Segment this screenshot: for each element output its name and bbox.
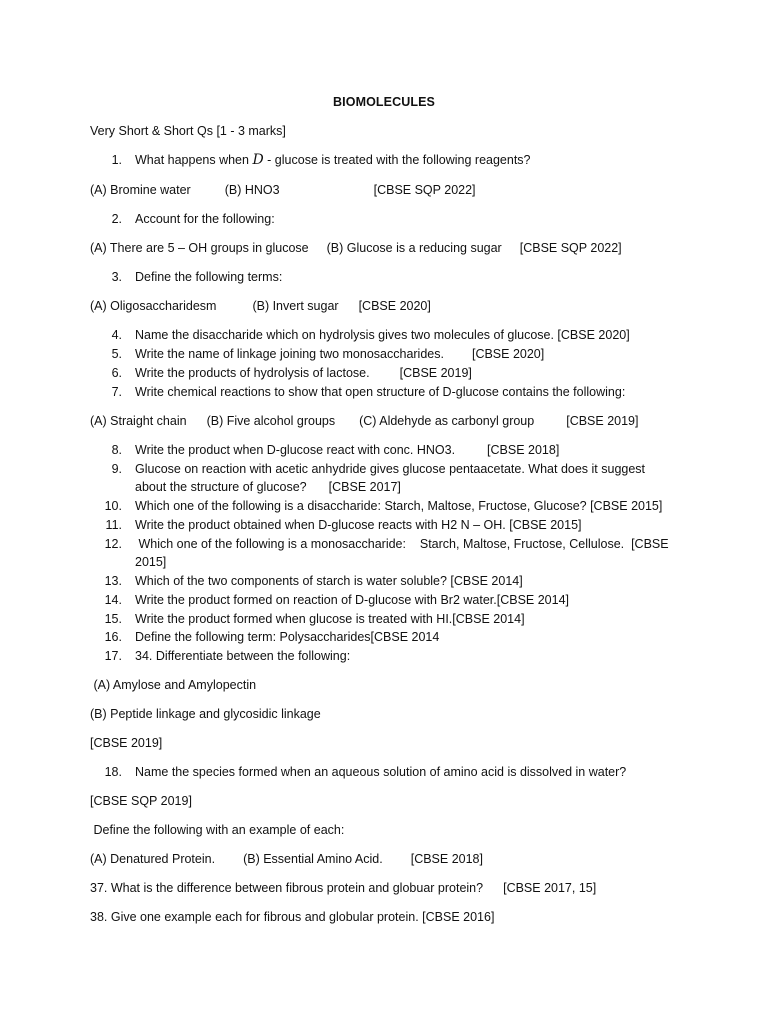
question-number: 11. xyxy=(105,518,122,532)
option-a: (A) Straight chain xyxy=(90,414,187,428)
question-text-part: What happens when xyxy=(135,153,249,167)
variable-d: D xyxy=(252,152,264,168)
option-b: (B) Five alcohol groups xyxy=(206,414,336,428)
question-text-part: Write the products of hydrolysis of lactose. xyxy=(135,366,370,380)
reference: [CBSE 2020] xyxy=(358,299,431,313)
question-number: 1. xyxy=(111,153,122,167)
question-text: Write the product formed when glucose is treated with HI.[CBSE 2014] xyxy=(135,612,525,626)
question-text: Write the product obtained when D-glucose reacts with H2 N – OH. [CBSE 2015] xyxy=(135,518,582,532)
question-2-options xyxy=(90,239,622,258)
question-17-option-b: (B) Peptide linkage and glycosidic linkage xyxy=(90,707,321,721)
option-b: (B) Essential Amino Acid. xyxy=(243,852,383,866)
question-3-options xyxy=(90,297,431,316)
reference: [CBSE SQP 2022] xyxy=(519,241,622,255)
option-a: (A) Oligosaccharidesm xyxy=(90,299,217,313)
option-a: (A) Denatured Protein. xyxy=(90,852,216,866)
question-number: 18. xyxy=(104,765,122,779)
question-text-part: about the structure of glucose? xyxy=(135,480,307,494)
question-text: 37. What is the difference between fibrous protein and globuar protein? xyxy=(90,881,484,895)
question-1-options xyxy=(90,181,476,200)
option-b: (B) HNO3 xyxy=(224,183,280,197)
option-a: (A) Bromine water xyxy=(90,183,191,197)
section-heading: Very Short & Short Qs [1 - 3 marks] xyxy=(90,124,286,138)
question-text xyxy=(135,364,675,383)
reference: [CBSE SQP 2022] xyxy=(373,183,476,197)
option-c: (C) Aldehyde as carbonyl group xyxy=(359,414,535,428)
question-number: 9. xyxy=(111,462,122,476)
question-text-part: Write the product when D-glucose react with conc. HNO3. xyxy=(135,443,456,457)
question-text: Which of the two components of starch is water soluble? [CBSE 2014] xyxy=(135,574,523,588)
question-number: 16. xyxy=(104,630,122,644)
question-number: 14. xyxy=(104,593,122,607)
question-7-options xyxy=(90,412,638,431)
option-b: (B) Glucose is a reducing sugar xyxy=(326,241,502,255)
question-38: 38. Give one example each for fibrous and globular protein. [CBSE 2016] xyxy=(90,910,495,924)
question-text xyxy=(135,478,675,497)
question-text: Which one of the following is a monosaccharide: Starch, Maltose, Fructose, Cellulose. [CBSE xyxy=(135,537,669,551)
question-number: 2. xyxy=(111,212,122,226)
reference: [CBSE 2018] xyxy=(487,443,560,457)
question-text xyxy=(135,345,675,364)
question-text: 34. Differentiate between the following: xyxy=(135,649,351,663)
option-a: (A) There are 5 – OH groups in glucose xyxy=(90,241,309,255)
question-17-reference: [CBSE 2019] xyxy=(90,736,163,750)
question-text xyxy=(135,151,675,170)
question-text: 2015] xyxy=(135,555,167,569)
reference: [CBSE 2019] xyxy=(399,366,472,380)
question-text: Write chemical reactions to show that open structure of D-glucose contains the following: xyxy=(135,385,626,399)
question-text-part: - glucose is treated with the following reagents? xyxy=(267,153,531,167)
question-text: Define the following terms: xyxy=(135,270,283,284)
question-number: 7. xyxy=(111,385,122,399)
reference: [CBSE 2018] xyxy=(410,852,483,866)
question-number: 13. xyxy=(104,574,122,588)
question-number: 8. xyxy=(111,443,122,457)
question-number: 4. xyxy=(111,328,122,342)
question-text: Write the product formed on reaction of D-glucose with Br2 water.[CBSE 2014] xyxy=(135,593,570,607)
question-number: 12. xyxy=(104,537,122,551)
document-title: BIOMOLECULES xyxy=(333,95,435,109)
question-number: 5. xyxy=(111,347,122,361)
question-text: Which one of the following is a disaccharide: Starch, Maltose, Fructose, Glucose? [CBSE 2015] xyxy=(135,499,663,513)
reference: [CBSE 2019] xyxy=(566,414,639,428)
define-heading: Define the following with an example of each: xyxy=(90,823,345,837)
define-options xyxy=(90,850,483,869)
question-text: Account for the following: xyxy=(135,212,275,226)
question-37 xyxy=(90,879,596,898)
question-number: 10. xyxy=(104,499,122,513)
question-text: Name the species formed when an aqueous solution of amino acid is dissolved in water? xyxy=(135,765,627,779)
question-number: 15. xyxy=(104,612,122,626)
question-17-option-a: (A) Amylose and Amylopectin xyxy=(90,678,257,692)
question-text: Glucose on reaction with acetic anhydride gives glucose pentaacetate. What does it suggest xyxy=(135,462,646,476)
question-text: Define the following term: Polysaccharides[CBSE 2014 xyxy=(135,630,440,644)
reference: [CBSE 2017, 15] xyxy=(503,881,597,895)
question-number: 17. xyxy=(104,649,122,663)
question-text: Name the disaccharide which on hydrolysis gives two molecules of glucose. [CBSE 2020] xyxy=(135,328,630,342)
question-text xyxy=(135,441,675,460)
question-18-reference: [CBSE SQP 2019] xyxy=(90,794,192,808)
question-text-part: Write the name of linkage joining two monosaccharides. xyxy=(135,347,444,361)
question-number: 6. xyxy=(111,366,122,380)
question-number: 3. xyxy=(111,270,122,284)
reference: [CBSE 2020] xyxy=(471,347,545,361)
reference: [CBSE 2017] xyxy=(328,480,401,494)
option-b: (B) Invert sugar xyxy=(252,299,339,313)
